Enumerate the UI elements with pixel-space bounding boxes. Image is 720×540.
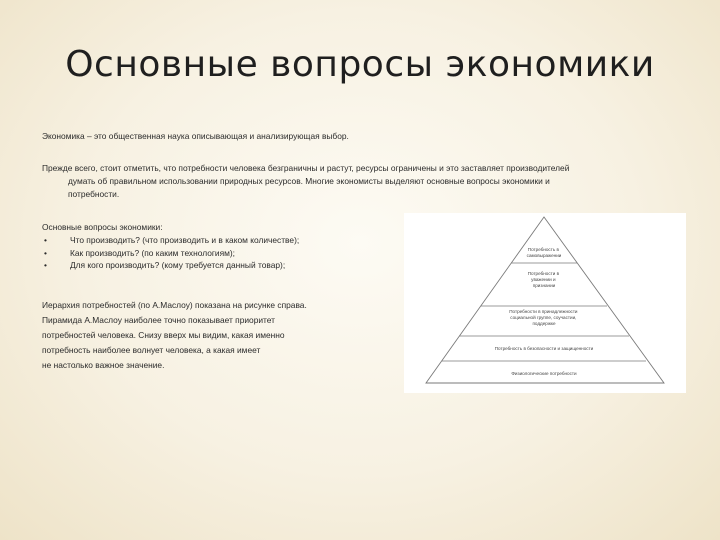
pyramid-outline bbox=[426, 217, 664, 383]
questions-list bbox=[42, 234, 372, 272]
intro-line-2: думать об правильном использовании природных ресурсов. Многие экономисты выделяют основные вопросы экономики и bbox=[68, 175, 550, 186]
intro-line-1: Прежде всего, стоит отметить, что потребности человека безграничны и растут, ресурсы ограничены и это заставляет производителей bbox=[42, 163, 570, 173]
pyramid-level-3-label bbox=[509, 309, 579, 326]
pyramid-level-1-line-2: самовыражении bbox=[526, 253, 562, 258]
pyramid-level-2-line-2: уважении и bbox=[531, 277, 556, 282]
pyramid-level-4-label: Потребность в безопасности и защищенности bbox=[494, 346, 594, 351]
questions-heading: Основные вопросы экономики: bbox=[42, 222, 163, 232]
pyramid-level-3-line-2: социальной группе, соучастии, bbox=[510, 315, 577, 320]
intro-line-3: потребности. bbox=[68, 188, 120, 199]
pyramid-level-2-line-3: признании bbox=[532, 283, 556, 288]
maslow-line-3: потребностей человека. Снизу вверх мы видим, какая именно bbox=[42, 330, 285, 340]
list-item bbox=[42, 234, 372, 247]
pyramid-level-3-line-3: поддержке bbox=[532, 321, 556, 326]
question-text: Для кого производить? (кому требуется данный товар); bbox=[70, 260, 286, 271]
maslow-line-4: потребность наиболее волнует человека, а какая имеет bbox=[42, 345, 261, 355]
list-item bbox=[42, 259, 372, 272]
pyramid-level-5-label: Физиологические потребности bbox=[511, 371, 577, 376]
maslow-pyramid bbox=[404, 213, 686, 393]
maslow-line-1: Иерархия потребностей (по А.Маслоу) показана на рисунке справа. bbox=[42, 300, 307, 310]
pyramid-level-2-line-1: Потребности в bbox=[527, 271, 560, 276]
maslow-line-5: не настолько важное значение. bbox=[42, 360, 165, 370]
question-text: Что производить? (что производить и в каком количестве); bbox=[70, 234, 300, 245]
maslow-paragraph bbox=[42, 298, 372, 373]
definition-paragraph: Экономика – это общественная наука описывающая и анализирующая выбор. bbox=[42, 131, 349, 141]
slide-title: Основные вопросы экономики bbox=[65, 44, 655, 85]
bullet-icon: • bbox=[44, 234, 47, 245]
maslow-pyramid-figure bbox=[404, 213, 686, 393]
questions-block bbox=[42, 221, 372, 272]
list-item bbox=[42, 247, 372, 260]
bullet-icon: • bbox=[44, 247, 47, 258]
question-text: Как производить? (по каким технологиям); bbox=[70, 247, 235, 258]
pyramid-level-3-line-1: Потребности в принадлежности bbox=[509, 309, 578, 314]
pyramid-level-1-label bbox=[527, 247, 562, 258]
pyramid-level-2-label bbox=[528, 271, 561, 288]
pyramid-level-1-line-1: Потребность в bbox=[527, 247, 559, 252]
maslow-line-2: Пирамида А.Маслоу наиболее точно показывает приоритет bbox=[42, 315, 275, 325]
intro-paragraph bbox=[42, 162, 692, 200]
bullet-icon: • bbox=[44, 260, 47, 271]
